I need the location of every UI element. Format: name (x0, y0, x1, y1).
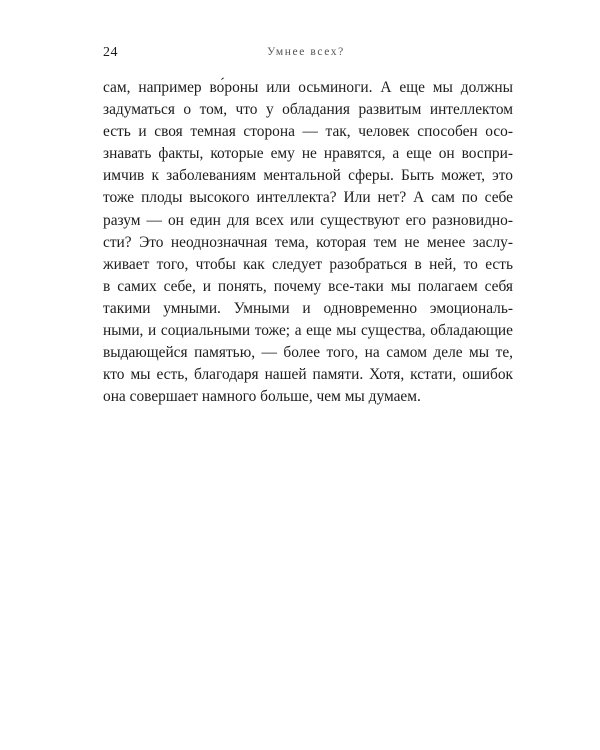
text-line: сам, например во́роны или осьминоги. А еще мы должны (103, 79, 513, 96)
body-paragraph (103, 77, 513, 408)
page-number: 24 (103, 45, 118, 60)
text-line: имчив к заболеваниям ментальной сферы. Быть может, это (103, 167, 513, 185)
running-title: Умнее всех? (267, 46, 345, 58)
text-line: живает того, чтобы как следует разобраться в ней, то есть (103, 255, 513, 273)
text-line: сти? Это неоднозначная тема, которая тем не менее заслу- (103, 233, 513, 251)
text-line: задуматься о том, что у обладания развитым интеллектом (103, 101, 513, 119)
text-line: знавать факты, которые ему не нравятся, а еще он воспри- (103, 145, 513, 163)
text-line: она совершает намного больше, чем мы думаем. (103, 388, 421, 406)
text-line: ными, и социальными тоже; а еще мы существа, обладающие (103, 322, 513, 340)
text-line: кто мы есть, благодаря нашей памяти. Хотя, кстати, ошибок (103, 366, 513, 384)
text-line: выдающейся памятью, — более того, на самом деле мы те, (103, 344, 513, 362)
running-head (103, 45, 509, 65)
text-line: разум — он един для всех или существуют его разновидно- (103, 211, 513, 229)
text-line: в самих себе, и понять, почему все-таки мы полагаем себя (103, 277, 513, 295)
text-line: есть и своя темная сторона — так, человек способен осо- (103, 123, 513, 141)
text-line: тоже плоды высокого интеллекта? Или нет? А сам по себе (103, 189, 513, 207)
text-line: такими умными. Умными и одновременно эмоциональ- (103, 299, 513, 317)
